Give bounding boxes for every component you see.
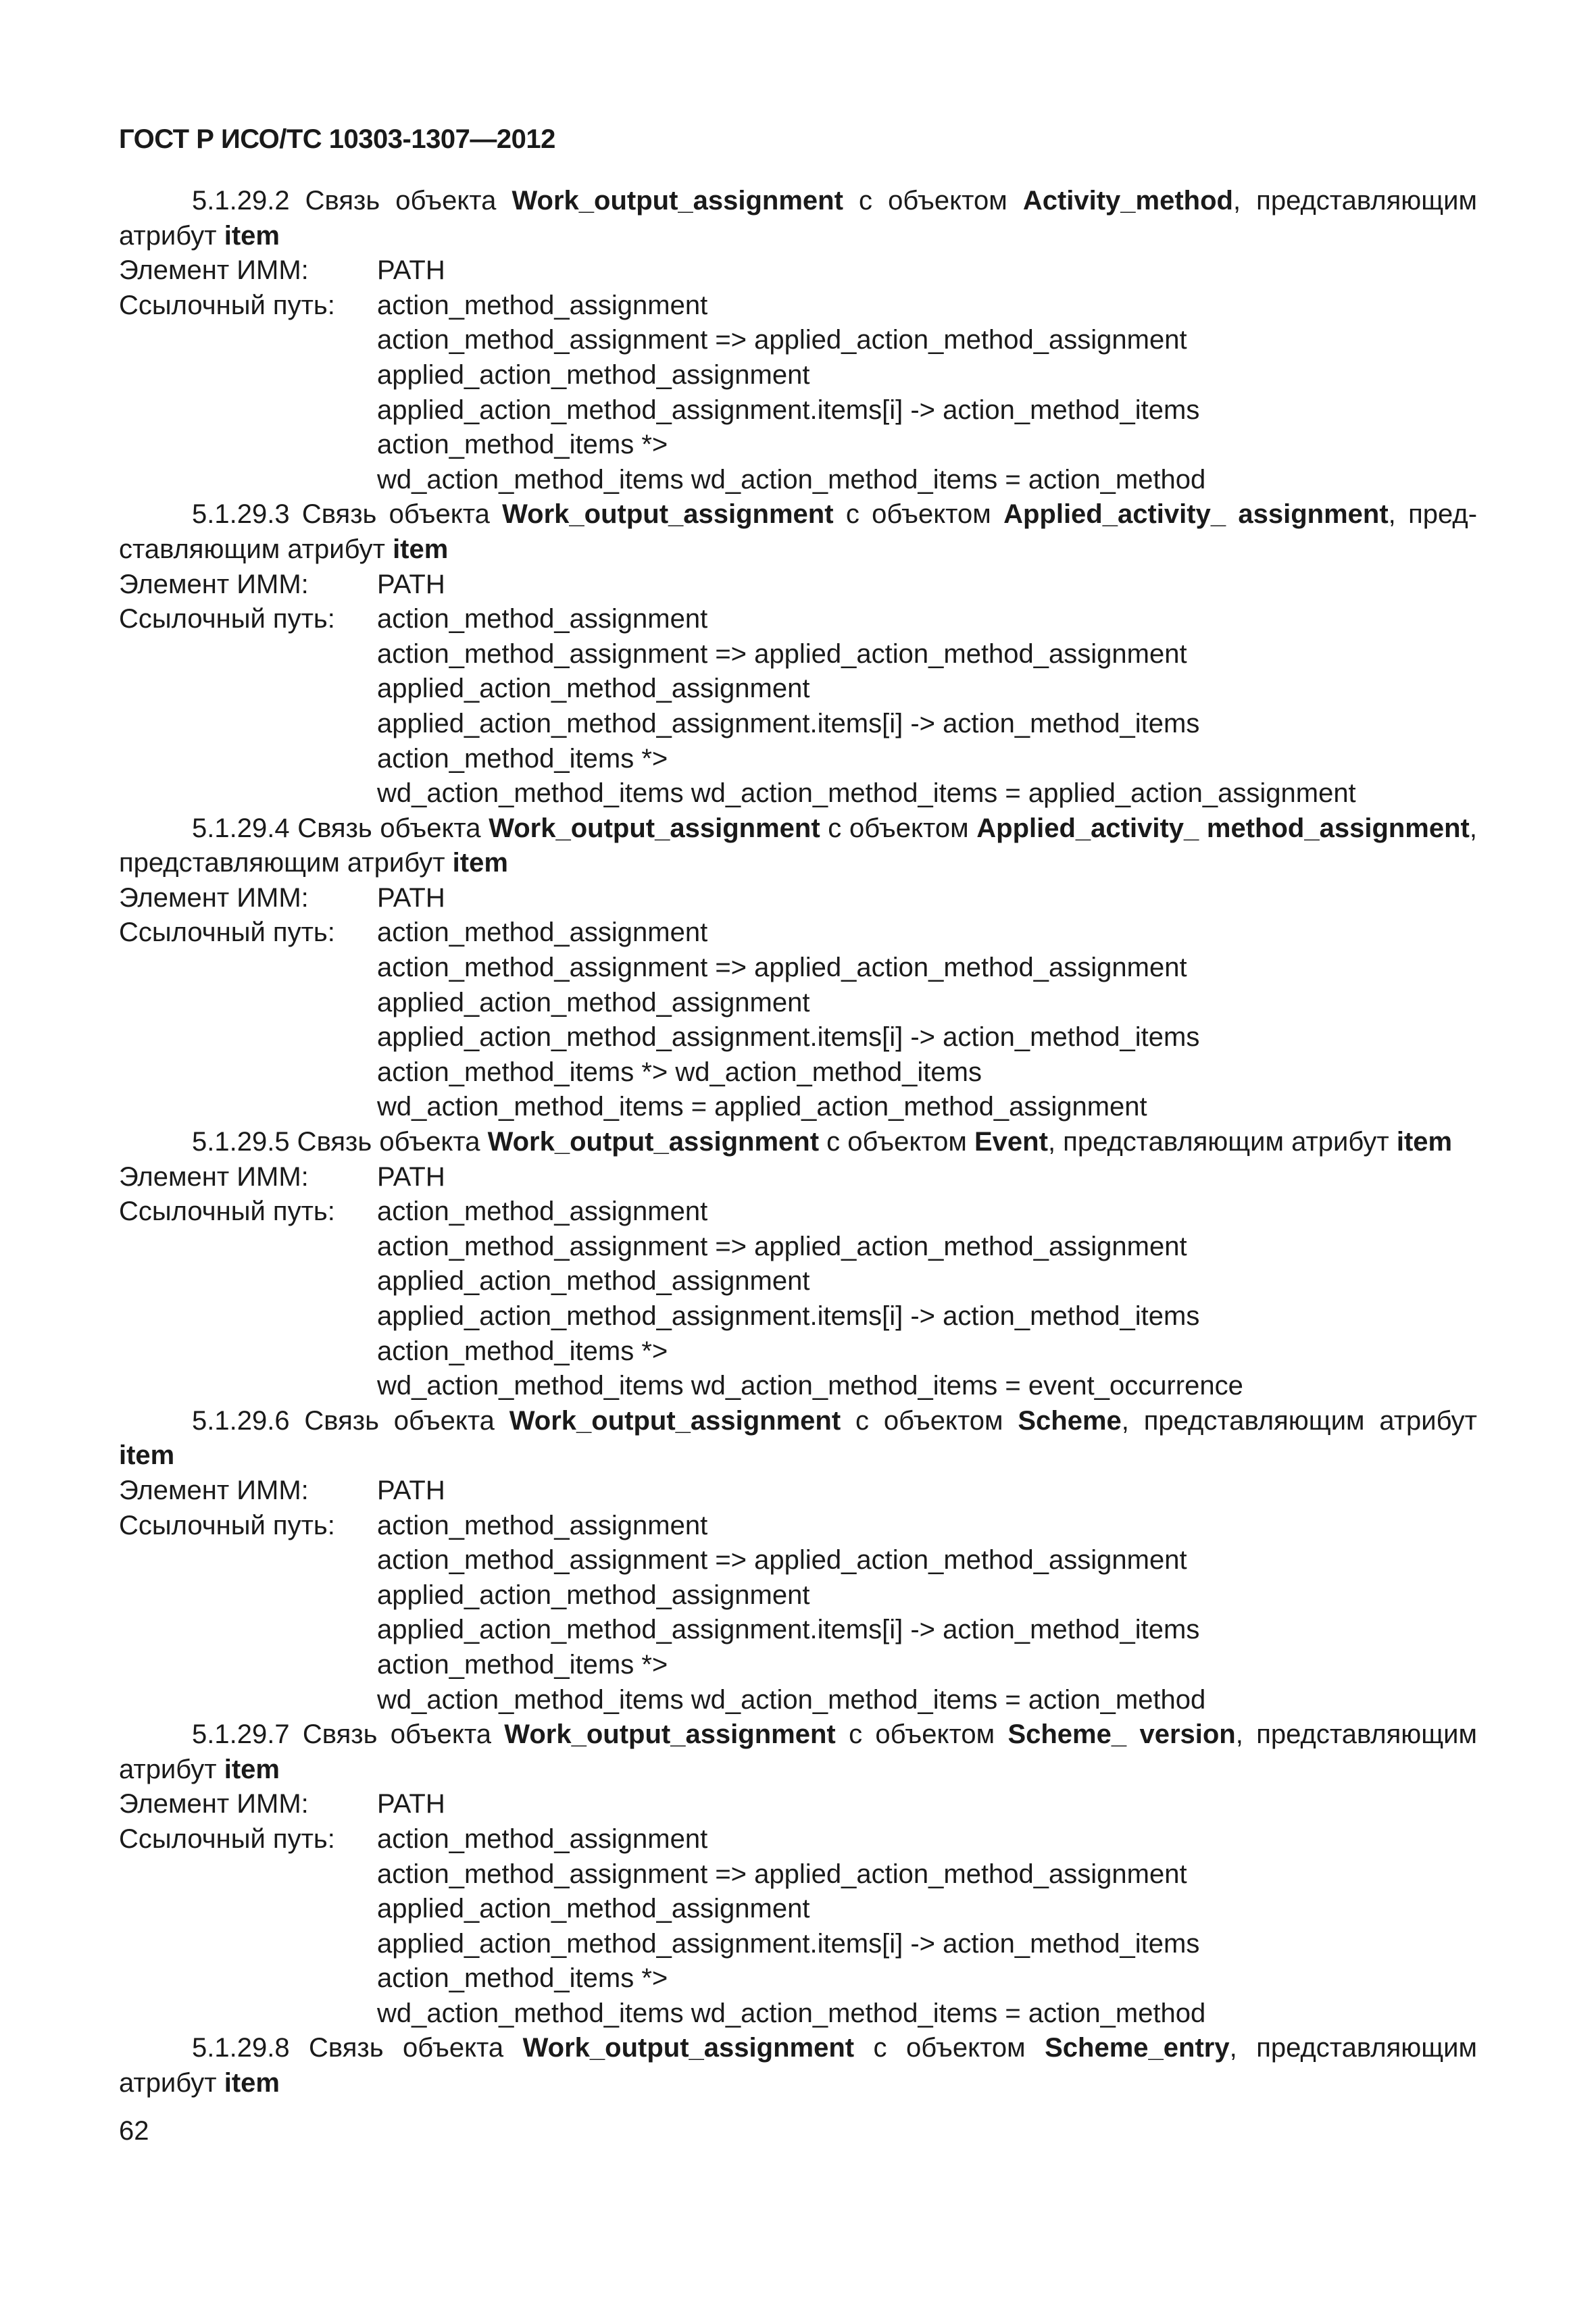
reference-path-lines — [377, 915, 1477, 1125]
attribute-name: item — [119, 1440, 175, 1471]
reference-path-line: applied_action_method_assignment — [377, 1266, 810, 1297]
source-entity-name: Work_output_assignment — [502, 499, 834, 530]
reference-path-line: wd_action_method_items wd_action_method_items = applied_action_assignment — [377, 778, 1356, 809]
reference-path-line: applied_action_method_assignment — [377, 1894, 810, 1924]
section-heading — [119, 1125, 1477, 1160]
aim-element-label: Элемент ИММ: — [119, 255, 309, 286]
section-intro-text: 5.1.29.7 Связь объекта — [192, 1719, 505, 1750]
aim-element-value: PATH — [377, 882, 445, 913]
reference-path-line: action_method_assignment => applied_action_method_assignment — [377, 1231, 1187, 1261]
reference-path-label: Ссылочный путь: — [119, 604, 335, 634]
reference-path-line: wd_action_method_items = applied_action_method_assignment — [377, 1092, 1147, 1122]
aim-element-label: Элемент ИММ: — [119, 1161, 309, 1192]
reference-path-row — [119, 288, 1477, 498]
section-intro-text: 5.1.29.5 Связь объекта — [192, 1127, 488, 1157]
aim-element-value: PATH — [377, 255, 445, 286]
target-entity-name: Scheme_ version — [1007, 1719, 1236, 1750]
section-intro-text: с объектом — [854, 2033, 1045, 2063]
section-heading — [119, 497, 1477, 567]
aim-element-value: PATH — [377, 569, 445, 599]
aim-element-label: Элемент ИММ: — [119, 1475, 309, 1505]
attribute-name: item — [224, 220, 280, 251]
reference-path-line: action_method_assignment — [377, 290, 708, 320]
reference-path-line: action_method_items *> — [377, 1649, 668, 1680]
section-intro-text: , представляющим атрибут — [119, 813, 1477, 878]
reference-path-lines — [377, 1822, 1477, 2032]
section-intro-text: 5.1.29.8 Связь объекта — [192, 2033, 523, 2063]
reference-path-line: action_method_assignment — [377, 1197, 708, 1227]
target-entity-name: Event — [974, 1127, 1048, 1157]
section-intro-text: с объектом — [841, 1405, 1018, 1436]
section-intro-text: , представляющим атрибут — [119, 1719, 1478, 1784]
aim-element-row — [119, 1787, 1477, 1822]
aim-element-row — [119, 1160, 1477, 1195]
mapping-section — [119, 2031, 1477, 2101]
reference-path-row — [119, 1194, 1477, 1404]
reference-path-lines — [377, 602, 1477, 811]
reference-path-line: action_method_assignment — [377, 604, 708, 634]
reference-path-line: action_method_items *> — [377, 1963, 668, 1994]
reference-path-line: action_method_assignment => applied_action_method_assignment — [377, 325, 1187, 355]
aim-element-value: PATH — [377, 1789, 445, 1819]
aim-element-label: Элемент ИММ: — [119, 1789, 309, 1819]
reference-path-line: applied_action_method_assignment — [377, 359, 810, 390]
mapping-section — [119, 811, 1477, 1125]
attribute-name: item — [224, 1754, 280, 1784]
reference-path-label: Ссылочный путь: — [119, 1510, 335, 1540]
reference-path-line: applied_action_method_assignment.items[i] -> action_method_items — [377, 1301, 1200, 1331]
section-heading — [119, 1717, 1477, 1787]
reference-path-line: applied_action_method_assignment — [377, 987, 810, 1017]
source-entity-name: Work_output_assignment — [504, 1719, 836, 1750]
section-intro-text: 5.1.29.4 Связь объекта — [192, 813, 489, 843]
mapping-section — [119, 184, 1477, 497]
reference-path-line: applied_action_method_assignment.items[i] -> action_method_items — [377, 708, 1200, 738]
section-intro-text: , представляющим атрибут — [1047, 1127, 1397, 1157]
section-intro-text: , представляющим атрибут — [119, 186, 1477, 251]
mapping-section — [119, 1125, 1477, 1404]
reference-path-line: applied_action_method_assignment.items[i] -> action_method_items — [377, 1022, 1200, 1053]
reference-path-line: action_method_assignment => applied_action_method_assignment — [377, 1859, 1187, 1889]
document-page — [119, 122, 1477, 2101]
reference-path-line: wd_action_method_items wd_action_method_items = action_method — [377, 464, 1206, 495]
target-entity-name: Activity_method — [1022, 186, 1233, 216]
attribute-name: item — [224, 2068, 280, 2098]
attribute-name: item — [393, 534, 449, 564]
reference-path-line: action_method_assignment => applied_action_method_assignment — [377, 638, 1187, 669]
reference-path-label: Ссылочный путь: — [119, 1823, 335, 1854]
source-entity-name: Work_output_assignment — [522, 2033, 855, 2063]
page-number: 62 — [119, 2116, 149, 2146]
attribute-name: item — [1396, 1127, 1453, 1157]
reference-path-row — [119, 1822, 1477, 2032]
reference-path-line: applied_action_method_assignment.items[i] -> action_method_items — [377, 395, 1200, 425]
attribute-name: item — [452, 848, 508, 878]
source-entity-name: Work_output_assignment — [512, 186, 843, 216]
section-heading — [119, 811, 1477, 881]
aim-element-label: Элемент ИММ: — [119, 569, 309, 599]
reference-path-line: applied_action_method_assignment — [377, 674, 810, 704]
reference-path-row — [119, 915, 1477, 1125]
section-intro-text: с объектом — [819, 1127, 974, 1157]
section-intro-text: , представляющим атрибут — [119, 2033, 1478, 2098]
aim-element-value: PATH — [377, 1475, 445, 1505]
aim-element-row — [119, 568, 1477, 603]
mapping-section — [119, 1717, 1477, 2031]
reference-path-row — [119, 1509, 1477, 1718]
section-intro-text: , представляющим атрибут — [119, 499, 1478, 564]
document-content — [119, 184, 1477, 2101]
reference-path-line: action_method_items *> — [377, 1336, 668, 1366]
reference-path-line: action_method_assignment — [377, 917, 708, 948]
reference-path-lines — [377, 1194, 1477, 1404]
reference-path-label: Ссылочный путь: — [119, 290, 335, 320]
reference-path-line: applied_action_method_assignment.items[i] -> action_method_items — [377, 1615, 1200, 1645]
mapping-section — [119, 1404, 1477, 1717]
reference-path-line: action_method_assignment — [377, 1510, 708, 1540]
reference-path-label: Ссылочный путь: — [119, 1197, 335, 1227]
reference-path-line: action_method_items *> wd_action_method_items — [377, 1057, 982, 1087]
reference-path-line: wd_action_method_items wd_action_method_items = event_occurrence — [377, 1371, 1243, 1401]
reference-path-label: Ссылочный путь: — [119, 917, 335, 948]
target-entity-name: Scheme_entry — [1045, 2033, 1230, 2063]
section-intro-text: , представляющим атрибут — [1121, 1405, 1477, 1436]
section-intro-text: 5.1.29.3 Связь объекта — [192, 499, 503, 530]
section-intro-text: 5.1.29.2 Связь объекта — [192, 186, 512, 216]
target-entity-name: Applied_activity_ method_assignment — [976, 813, 1470, 843]
section-intro-text: с объектом — [835, 1719, 1008, 1750]
reference-path-lines — [377, 288, 1477, 498]
mapping-section — [119, 497, 1477, 811]
target-entity-name: Scheme — [1018, 1405, 1122, 1436]
reference-path-row — [119, 602, 1477, 811]
reference-path-line: applied_action_method_assignment — [377, 1580, 810, 1610]
source-entity-name: Work_output_assignment — [487, 1127, 820, 1157]
target-entity-name: Applied_activity_ assignment — [1003, 499, 1389, 530]
section-heading — [119, 1404, 1477, 1474]
section-heading — [119, 2031, 1477, 2101]
aim-element-label: Элемент ИММ: — [119, 882, 309, 913]
section-intro-text: с объектом — [820, 813, 977, 843]
section-heading — [119, 184, 1477, 253]
reference-path-line: applied_action_method_assignment.items[i] -> action_method_items — [377, 1928, 1200, 1959]
aim-element-row — [119, 1474, 1477, 1509]
reference-path-line: wd_action_method_items wd_action_method_items = action_method — [377, 1998, 1206, 2028]
aim-element-row — [119, 253, 1477, 288]
reference-path-line: action_method_assignment => applied_action_method_assignment — [377, 1545, 1187, 1576]
document-code-header: ГОСТ Р ИСО/ТС 10303-1307—2012 — [119, 124, 555, 154]
section-intro-text: с объектом — [843, 186, 1023, 216]
section-intro-text: с объектом — [833, 499, 1004, 530]
reference-path-line: wd_action_method_items wd_action_method_items = action_method — [377, 1684, 1206, 1715]
section-intro-text: 5.1.29.6 Связь объекта — [192, 1405, 509, 1436]
source-entity-name: Work_output_assignment — [509, 1405, 841, 1436]
reference-path-line: action_method_assignment — [377, 1823, 708, 1854]
source-entity-name: Work_output_assignment — [489, 813, 820, 843]
reference-path-line: action_method_items *> — [377, 430, 668, 460]
aim-element-row — [119, 881, 1477, 916]
aim-element-value: PATH — [377, 1161, 445, 1192]
reference-path-line: action_method_items *> — [377, 743, 668, 774]
reference-path-lines — [377, 1509, 1477, 1718]
reference-path-line: action_method_assignment => applied_action_method_assignment — [377, 953, 1187, 983]
